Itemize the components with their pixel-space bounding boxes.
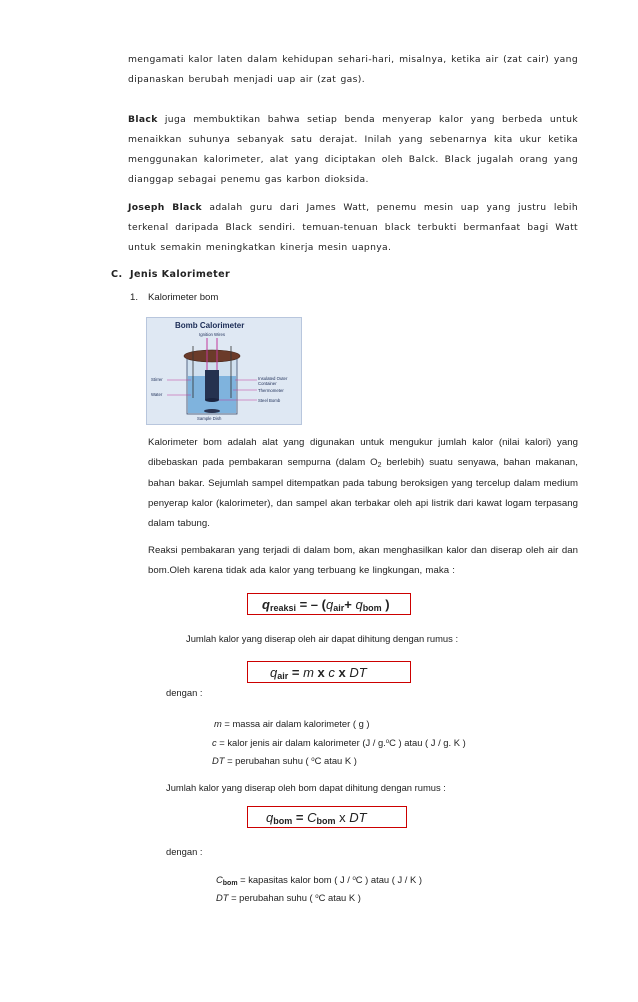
item-title: Kalorimeter bom [148,292,219,303]
label-sample-dish: Sample Dish [197,416,222,421]
label-thermometer: Thermometer [258,388,284,393]
dengan-label-1: dengan : [166,687,203,698]
formula-q-bom: qbom = Cbom x DT [247,806,407,828]
formula-q-air: qair = m x c x DT [247,661,411,683]
figure-title: Bomb Calorimeter [175,321,245,330]
definition-dt-2: DT = perubahan suhu ( $^o$C atau K ) [216,892,361,903]
section-letter: C. [111,269,123,280]
label-water: Water [151,392,163,397]
definition-c: c = kalor jenis air dalam kalorimeter (J / g.$^o$C ) atau ( J / g. K ) [212,737,466,748]
text-air-formula-intro: Jumlah kalor yang diserap oleh air dapat dihitung dengan rumus : [186,633,459,644]
bold-joseph-black: Joseph Black [128,202,202,213]
label-steel-bomb: Steel Bomb [258,398,281,403]
label-insulated: Insulated Outer Container [258,376,288,386]
text-bom-formula-intro: Jumlah kalor yang diserap oleh bom dapat dihitung dengan rumus : [166,782,446,793]
label-stirrer: Stirrer [151,377,163,382]
definition-m: m = massa air dalam kalorimeter ( g ) [214,718,370,729]
paragraph-joseph-black: Joseph Black adalah guru dari James Watt, penemu mesin uap yang justru lebih terkenal daripada Black sendiri. temuan-tenuan black terbukti bermanfaat bagi Watt untuk semakin meningkatkan kinerja mesin uapnya. [128,202,579,253]
paragraph-reaction: Reaksi pembakaran yang terjadi di dalam bom, akan menghasilkan kalor dan diserap oleh air dan bom.Oleh karena tidak ada kalor yang terbuang ke lingkungan, maka : [148,545,578,576]
item-number: 1. [130,292,139,303]
section-title: Jenis Kalorimeter [130,269,231,280]
dengan-label-2: dengan : [166,846,203,857]
definition-cbom: $C_{bom}$ = kapasitas kalor bom ( J / $^o$C ) atau ( J / K ) [216,874,422,887]
bomb-calorimeter-figure [146,317,302,425]
formula-q-reaksi: qreaksi = – (qair+ qbom ) [247,593,411,615]
label-ignition: Ignition Wires [199,332,226,337]
bold-black: Black [128,114,158,125]
paragraph-black-heat: Black juga membuktikan bahwa setiap benda menyerap kalor yang berbeda untuk menaikkan suhunya sebanyak satu derajat. Inilah yang sebenarnya kita ukur ketika menggunakan kalorimeter, alat yang diciptakan oleh Balck. Black jugalah orang yang dianggap sebagai penemu gas karbon dioksida. [128,114,578,185]
paragraph-bomb-definition: Kalorimeter bom adalah alat yang digunakan untuk mengukur jumlah kalor (nilai kalori) yang dibebaskan pada pembakaran sempurna (dalam $O_2$ berlebih) suatu senyawa, bahan makanan, bahan bakar. Sejumlah sampel ditempatkan pada tabung beroksigen yang tercelup dalam medium penyerap kalor (kalorimeter), dan sampel akan terbakar oleh api listrik dari kawat logam terpasang dalam tabung. [148,437,578,529]
definition-dt-1: DT = perubahan suhu ( $^o$C atau K ) [212,755,357,766]
paragraph-latent-heat: mengamati kalor laten dalam kehidupan sehari-hari, misalnya, ketika air (zat cair) yang dipanaskan berubah menjadi uap air (zat gas). [128,54,578,85]
